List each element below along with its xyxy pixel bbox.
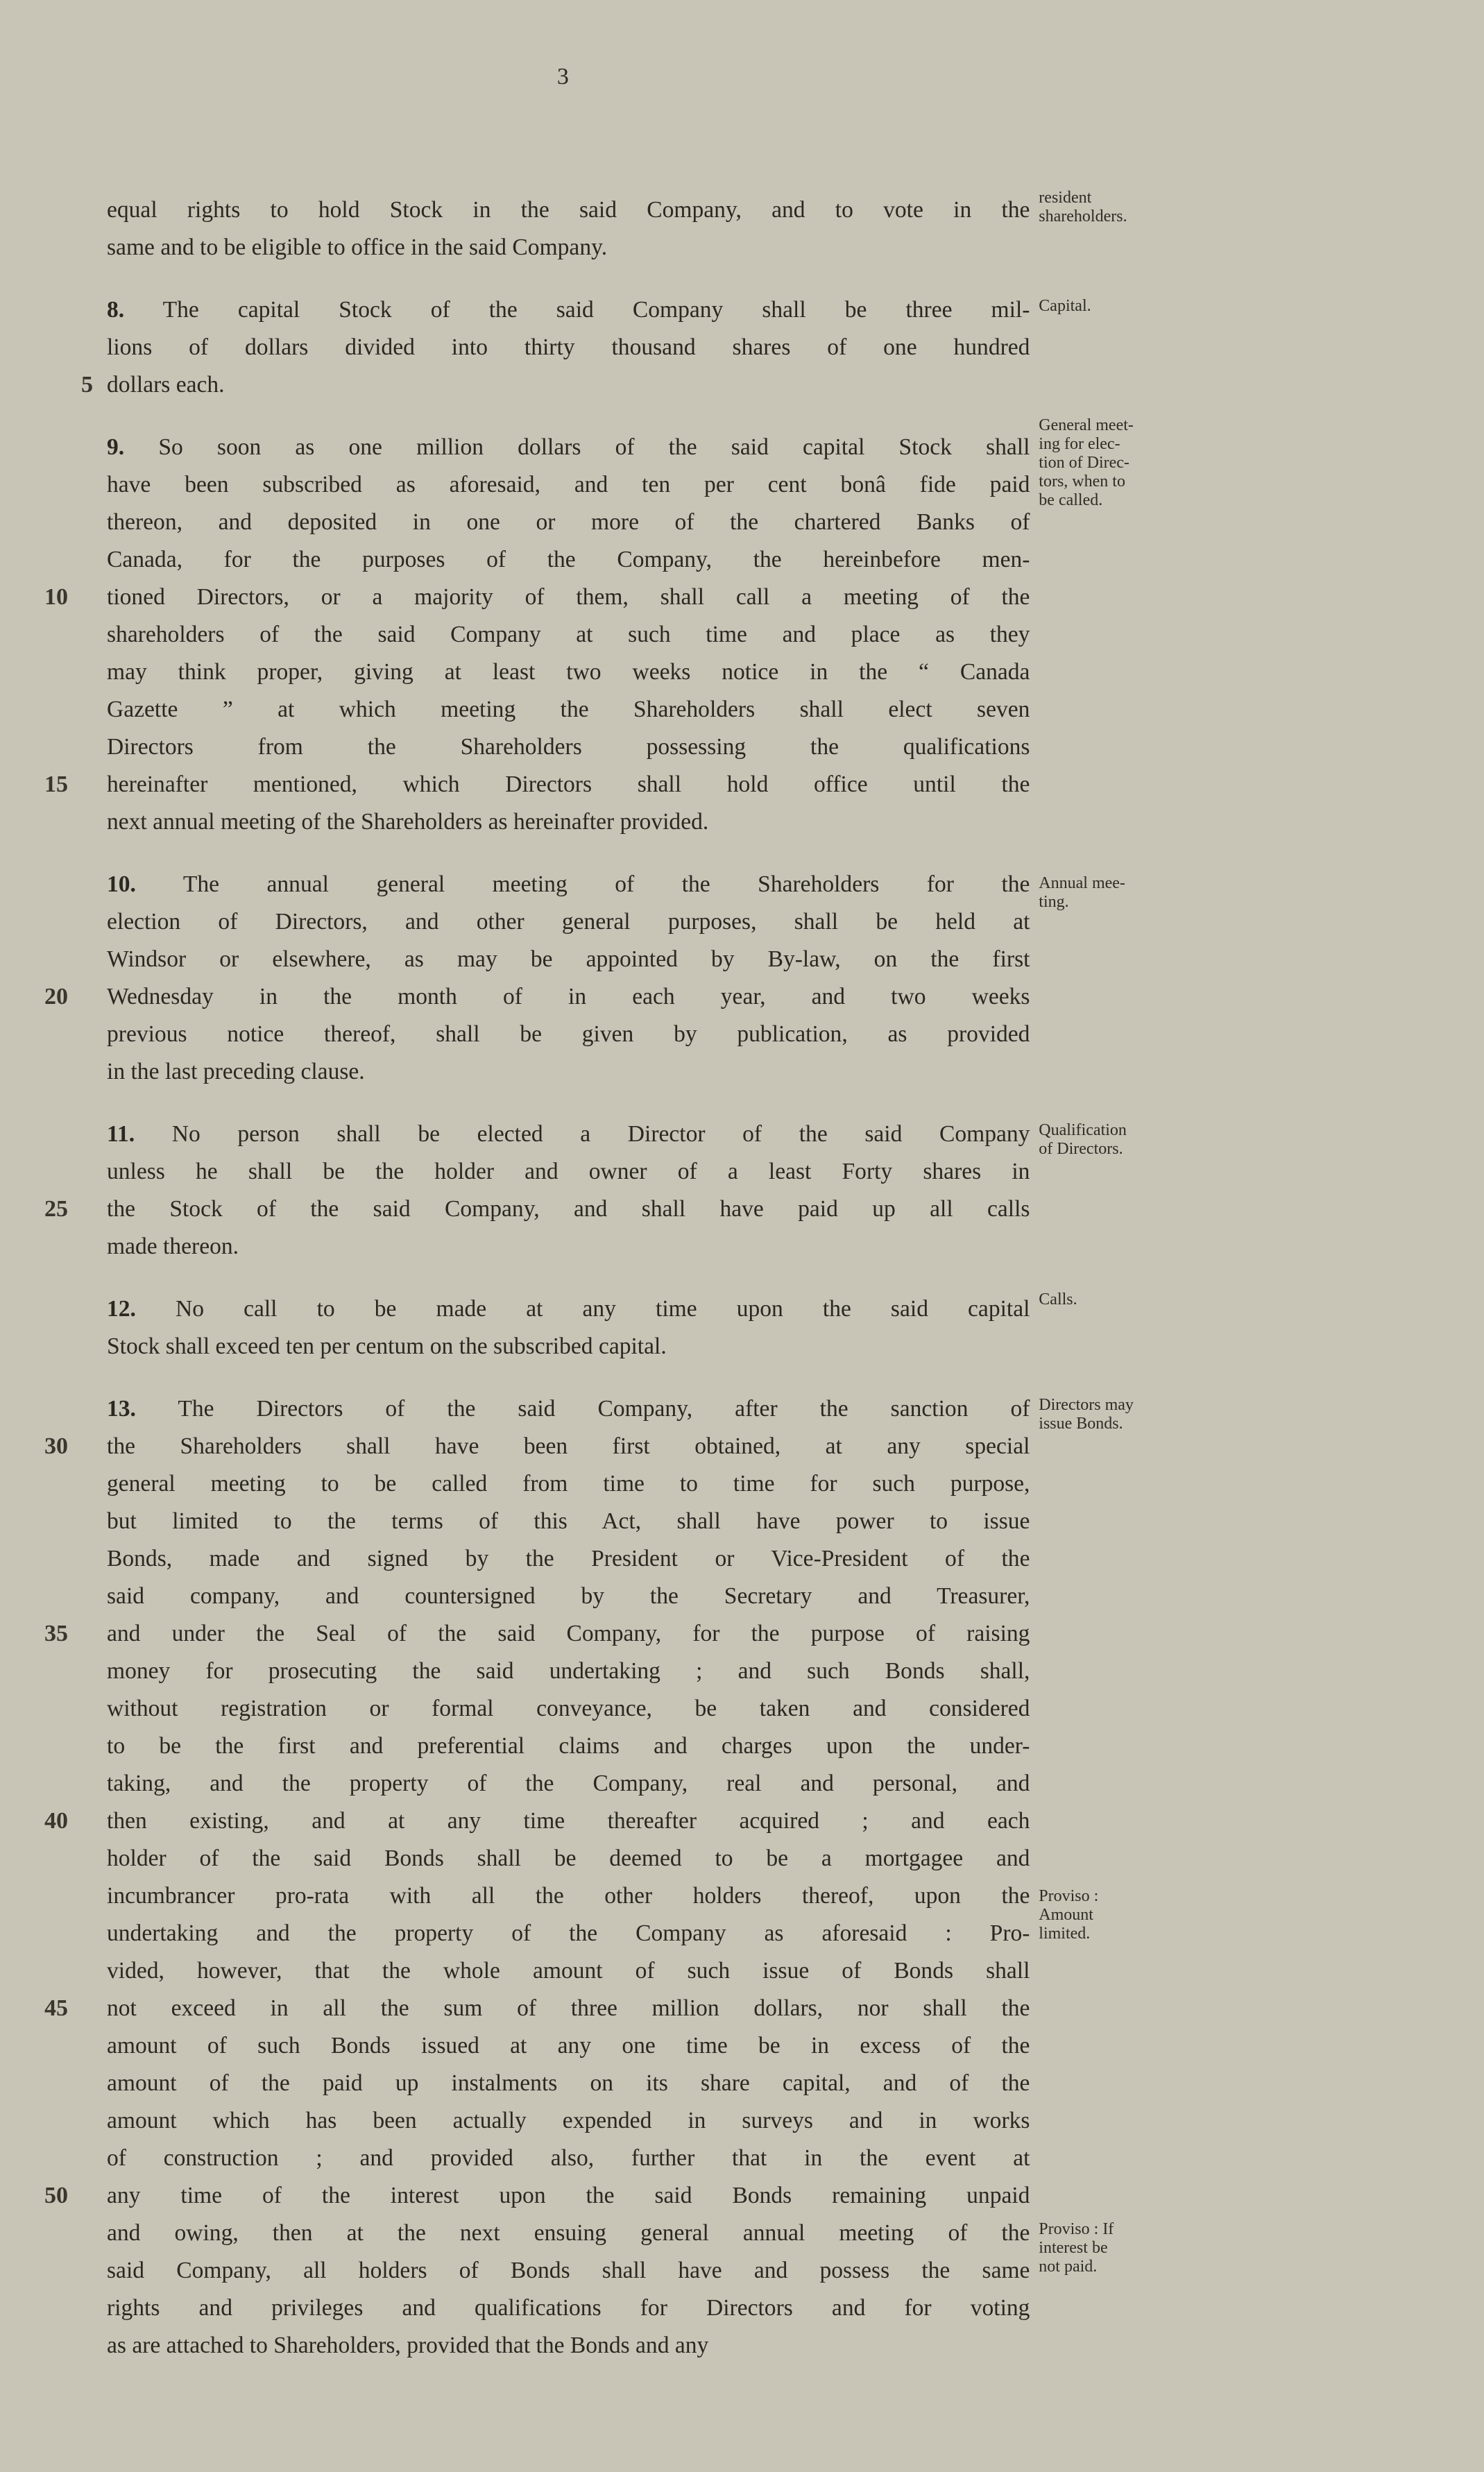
line-number: 10	[44, 584, 68, 610]
line-text: The Directors of the said Company, after the sanction of	[135, 1396, 1030, 1422]
page-number: 3	[556, 64, 569, 89]
text-line	[107, 2102, 1030, 2140]
text-line	[44, 2177, 1030, 2215]
line-text: No person shall be elected a Director of the said Company	[135, 1121, 1030, 1147]
text-line	[107, 691, 1030, 728]
text-line	[107, 728, 1030, 766]
section-number: 11.	[107, 1121, 135, 1147]
text-line	[107, 1153, 1030, 1191]
margin-note	[1039, 874, 1198, 912]
margin-note	[1039, 1887, 1198, 1943]
text-line	[107, 1016, 1030, 1053]
text-line	[107, 1877, 1030, 1915]
margin-note	[1039, 189, 1198, 226]
line-number: 15	[44, 772, 68, 797]
text-line	[107, 2065, 1030, 2102]
text-line	[107, 616, 1030, 654]
text-line	[107, 941, 1030, 978]
line-text: The capital Stock of the said Company shall be three mil-	[124, 297, 1030, 323]
margin-note	[1039, 416, 1198, 510]
line-number: 50	[44, 2183, 68, 2208]
line-text: in the last preceding clause.	[107, 1059, 365, 1084]
line-text: not exceed in all the sum of three million dollars, nor shall the	[107, 1995, 1030, 2021]
line-text: said Company, all holders of Bonds shall have and possess the same	[107, 2258, 1030, 2283]
text-line	[107, 1228, 1030, 1265]
line-text: amount of the paid up instalments on its share capital, and of the	[107, 2070, 1030, 2096]
line-number: 20	[44, 984, 68, 1009]
text-line	[44, 1615, 1030, 1653]
margin-note-line: Directors may	[1039, 1396, 1134, 1414]
line-text: made thereon.	[107, 1234, 239, 1259]
line-text: any time of the interest upon the said Bonds remaining unpaid	[107, 2183, 1030, 2208]
margin-note-line: Proviso : If	[1039, 2220, 1114, 2238]
margin-note-line: Annual mee-	[1039, 874, 1125, 892]
line-text: but limited to the terms of this Act, shall have power to issue	[107, 1508, 1030, 1534]
text-line	[107, 504, 1030, 541]
margin-note-line: be called.	[1039, 491, 1103, 509]
line-text: the Shareholders shall have been first obtained, at any special	[107, 1433, 1030, 1459]
line-number: 5	[81, 372, 93, 398]
line-text: holder of the said Bonds shall be deemed to be a mortgagee and	[107, 1846, 1030, 1871]
line-text: the Stock of the said Company, and shall have paid up all calls	[107, 1196, 1030, 1222]
line-text: Canada, for the purposes of the Company, the hereinbefore men-	[107, 547, 1030, 572]
line-text: of construction ; and provided also, further that in the event at	[107, 2145, 1030, 2171]
line-text: equal rights to hold Stock in the said Company, and to vote in the	[107, 197, 1030, 223]
text-line	[107, 1915, 1030, 1952]
line-text: said company, and countersigned by the Secretary and Treasurer,	[107, 1583, 1030, 1609]
line-text: amount which has been actually expended in surveys and in works	[107, 2108, 1030, 2133]
text-line	[44, 978, 1030, 1016]
text-line	[44, 1990, 1030, 2027]
text-line	[107, 1690, 1030, 1728]
text-line	[44, 1191, 1030, 1228]
section-number: 10.	[107, 871, 136, 897]
line-text: have been subscribed as aforesaid, and ten per cent bonâ fide paid	[107, 472, 1030, 497]
line-text: shareholders of the said Company at such time and place as they	[107, 622, 1030, 647]
line-text: money for prosecuting the said undertaking ; and such Bonds shall,	[107, 1658, 1030, 1684]
text-line	[107, 291, 1030, 329]
margin-note-line: ting.	[1039, 893, 1069, 911]
line-number: 40	[44, 1808, 68, 1834]
line-text: thereon, and deposited in one or more of the chartered Banks of	[107, 509, 1030, 535]
line-number: 30	[44, 1433, 68, 1459]
line-text: same and to be eligible to office in the said Company.	[107, 235, 608, 260]
text-line	[107, 2290, 1030, 2327]
text-line	[107, 1465, 1030, 1503]
line-text: general meeting to be called from time to time for such purpose,	[107, 1471, 1030, 1497]
line-text: rights and privileges and qualifications for Directors and for voting	[107, 2295, 1030, 2321]
text-line	[44, 579, 1030, 616]
text-line	[107, 1290, 1030, 1328]
text-line	[44, 1428, 1030, 1465]
line-text: incumbrancer pro-rata with all the other holders thereof, upon the	[107, 1883, 1030, 1909]
line-text: dollars each.	[107, 372, 225, 398]
margin-note-line: resident	[1039, 189, 1092, 207]
margin-note-line: tion of Direc-	[1039, 454, 1129, 472]
margin-note-line: limited.	[1039, 1925, 1091, 1943]
text-line	[107, 2027, 1030, 2065]
text-line	[107, 2327, 1030, 2364]
margin-note	[1039, 2220, 1198, 2276]
section-number: 13.	[107, 1396, 136, 1422]
line-text: amount of such Bonds issued at any one time be in excess of the	[107, 2033, 1030, 2058]
line-text: Gazette ” at which meeting the Shareholders shall elect seven	[107, 697, 1030, 722]
line-text: election of Directors, and other general purposes, shall be held at	[107, 909, 1030, 935]
line-text: Directors from the Shareholders possessing the qualifications	[107, 734, 1030, 760]
text-line	[107, 1053, 1030, 1091]
line-text: The annual general meeting of the Shareholders for the	[135, 871, 1030, 897]
text-line	[107, 541, 1030, 579]
text-line	[107, 1952, 1030, 1990]
text-line	[44, 1802, 1030, 1840]
margin-note-line: shareholders.	[1039, 207, 1127, 225]
text-line	[107, 1840, 1030, 1877]
text-line	[107, 329, 1030, 366]
margin-note-line: Qualification	[1039, 1121, 1127, 1139]
section-number: 8.	[107, 297, 125, 323]
line-text: as are attached to Shareholders, provided that the Bonds and any	[107, 2333, 709, 2358]
line-text: hereinafter mentioned, which Directors shall hold office until the	[107, 772, 1030, 797]
line-number: 45	[44, 1995, 68, 2021]
text-line	[107, 866, 1030, 903]
line-text: may think proper, giving at least two weeks notice in the “ Canada	[107, 659, 1030, 685]
section-number: 9.	[107, 434, 125, 460]
text-line	[107, 1540, 1030, 1578]
line-text: next annual meeting of the Shareholders as hereinafter provided.	[107, 809, 709, 835]
line-text: Wednesday in the month of in each year, and two weeks	[107, 984, 1030, 1009]
margin-note-line: Calls.	[1039, 1290, 1077, 1309]
line-text: Stock shall exceed ten per centum on the subscribed capital.	[107, 1333, 667, 1359]
line-text: So soon as one million dollars of the said capital Stock shall	[124, 434, 1030, 460]
margin-note-line: General meet-	[1039, 416, 1134, 434]
line-number: 25	[44, 1196, 68, 1222]
line-text: previous notice thereof, shall be given by publication, as provided	[107, 1021, 1030, 1047]
text-line	[107, 1116, 1030, 1153]
margin-note-line: issue Bonds.	[1039, 1415, 1123, 1433]
margin-note-line: Proviso :	[1039, 1887, 1099, 1905]
text-line	[107, 2140, 1030, 2177]
section-number: 12.	[107, 1296, 136, 1322]
margin-note	[1039, 1121, 1198, 1159]
margin-note-line: of Directors.	[1039, 1140, 1123, 1158]
margin-note-line: interest be	[1039, 2239, 1108, 2257]
text-line	[107, 1390, 1030, 1428]
margin-note	[1039, 1290, 1198, 1309]
line-text: Windsor or elsewhere, as may be appointed by By-law, on the first	[107, 946, 1030, 972]
text-line	[44, 766, 1030, 803]
line-number: 35	[44, 1621, 68, 1646]
text-line	[107, 903, 1030, 941]
text-line	[107, 466, 1030, 504]
text-line	[107, 2252, 1030, 2290]
margin-note-line: not paid.	[1039, 2258, 1098, 2276]
text-line	[107, 429, 1030, 466]
line-text: unless he shall be the holder and owner of a least Forty shares in	[107, 1159, 1030, 1184]
text-line	[107, 1578, 1030, 1615]
line-text: without registration or formal conveyance, be taken and considered	[107, 1696, 1030, 1721]
margin-note	[1039, 1396, 1198, 1433]
line-text: tioned Directors, or a majority of them, shall call a meeting of the	[107, 584, 1030, 610]
text-line	[107, 1653, 1030, 1690]
text-line	[81, 366, 1030, 404]
margin-note-line: tors, when to	[1039, 472, 1125, 491]
line-text: to be the first and preferential claims and charges upon the under-	[107, 1733, 1030, 1759]
line-text: No call to be made at any time upon the said capital	[135, 1296, 1030, 1322]
text-line	[107, 1728, 1030, 1765]
margin-note-line: Capital.	[1039, 297, 1091, 315]
text-line	[107, 654, 1030, 691]
text-line	[107, 803, 1030, 841]
text-line	[107, 191, 1030, 229]
line-text: taking, and the property of the Company, real and personal, and	[107, 1771, 1030, 1796]
line-text: undertaking and the property of the Company as aforesaid : Pro-	[107, 1920, 1030, 1946]
text-line	[107, 229, 1030, 266]
line-text: and owing, then at the next ensuing general annual meeting of the	[107, 2220, 1030, 2246]
line-text: then existing, and at any time thereafter acquired ; and each	[107, 1808, 1030, 1834]
margin-note-line: ing for elec-	[1039, 435, 1120, 453]
line-text: lions of dollars divided into thirty thousand shares of one hundred	[107, 334, 1030, 360]
text-line	[107, 2215, 1030, 2252]
margin-note-line: Amount	[1039, 1906, 1093, 1924]
line-text: and under the Seal of the said Company, for the purpose of raising	[107, 1621, 1030, 1646]
text-line	[107, 1765, 1030, 1802]
line-text: Bonds, made and signed by the President or Vice-President of the	[107, 1546, 1030, 1571]
line-text: vided, however, that the whole amount of such issue of Bonds shall	[107, 1958, 1030, 1984]
text-line	[107, 1328, 1030, 1365]
text-line	[107, 1503, 1030, 1540]
margin-note	[1039, 297, 1198, 316]
